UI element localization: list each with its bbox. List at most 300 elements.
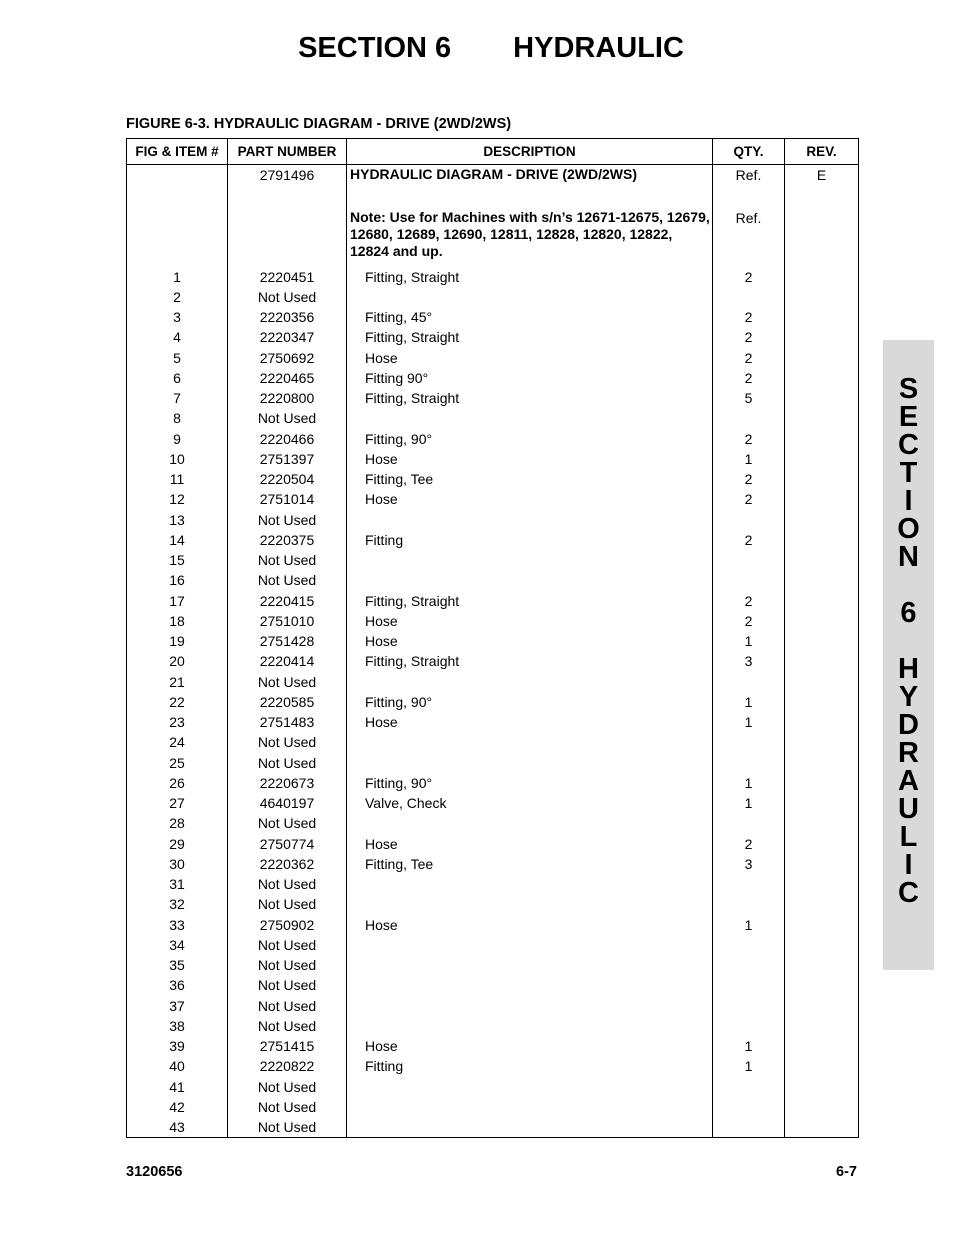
cell-part: 2220465 xyxy=(228,368,347,388)
cell-qty: Ref. xyxy=(713,165,785,188)
cell-qty xyxy=(713,975,785,995)
side-tab-letter: U xyxy=(898,793,919,825)
table-row xyxy=(127,712,859,732)
cell-rev xyxy=(785,469,859,489)
cell-fig: 2 xyxy=(127,287,228,307)
cell-qty: 1 xyxy=(713,773,785,793)
cell-rev xyxy=(785,753,859,773)
cell-qty xyxy=(713,753,785,773)
table-row xyxy=(127,267,859,287)
table-row xyxy=(127,1097,859,1117)
cell-fig: 35 xyxy=(127,955,228,975)
cell-fig: 7 xyxy=(127,388,228,408)
cell-desc xyxy=(347,894,713,914)
cell-qty: 2 xyxy=(713,530,785,550)
cell-part: Not Used xyxy=(228,672,347,692)
cell-qty: 5 xyxy=(713,388,785,408)
cell-fig: 39 xyxy=(127,1036,228,1056)
cell-part: 2220356 xyxy=(228,307,347,327)
cell-fig: 13 xyxy=(127,510,228,530)
cell-fig: 26 xyxy=(127,773,228,793)
cell-rev xyxy=(785,208,859,267)
cell-desc xyxy=(347,408,713,428)
cell-rev xyxy=(785,1077,859,1097)
side-tab-letter: O xyxy=(897,513,920,545)
table-row xyxy=(127,672,859,692)
cell-desc xyxy=(347,672,713,692)
table-row xyxy=(127,692,859,712)
cell-rev xyxy=(785,732,859,752)
cell-qty: 1 xyxy=(713,692,785,712)
cell-desc: Fitting, Straight xyxy=(347,267,713,287)
cell-fig: 1 xyxy=(127,267,228,287)
cell-fig xyxy=(127,208,228,267)
cell-desc: Hose xyxy=(347,489,713,509)
cell-part: Not Used xyxy=(228,732,347,752)
side-tab-letter: D xyxy=(898,709,919,741)
side-tab-letter: C xyxy=(898,877,919,909)
cell-desc: Hose xyxy=(347,631,713,651)
cell-part: 2220375 xyxy=(228,530,347,550)
side-tab-letter: Y xyxy=(898,681,919,713)
cell-fig: 29 xyxy=(127,834,228,854)
cell-qty xyxy=(713,510,785,530)
cell-part: Not Used xyxy=(228,510,347,530)
cell-desc xyxy=(347,287,713,307)
cell-part: Not Used xyxy=(228,570,347,590)
cell-rev xyxy=(785,510,859,530)
parts-table xyxy=(126,138,859,1138)
cell-part: 2220504 xyxy=(228,469,347,489)
cell-desc: Fitting xyxy=(347,1056,713,1076)
table-row xyxy=(127,1117,859,1138)
cell-desc: Hose xyxy=(347,611,713,631)
side-tab-letter: R xyxy=(898,737,919,769)
cell-rev xyxy=(785,429,859,449)
cell-desc xyxy=(347,753,713,773)
cell-fig: 30 xyxy=(127,854,228,874)
cell-part: 2220585 xyxy=(228,692,347,712)
cell-part: Not Used xyxy=(228,408,347,428)
cell-qty: 2 xyxy=(713,267,785,287)
cell-fig: 5 xyxy=(127,348,228,368)
cell-part: Not Used xyxy=(228,894,347,914)
cell-rev xyxy=(785,1016,859,1036)
cell-fig: 18 xyxy=(127,611,228,631)
cell-qty xyxy=(713,1097,785,1117)
cell-part: 2220466 xyxy=(228,429,347,449)
note-row xyxy=(127,208,859,267)
cell-qty: 1 xyxy=(713,631,785,651)
cell-desc xyxy=(347,732,713,752)
cell-part: Not Used xyxy=(228,813,347,833)
cell-fig: 12 xyxy=(127,489,228,509)
cell-rev xyxy=(785,894,859,914)
cell-desc: Fitting 90° xyxy=(347,368,713,388)
cell-fig: 11 xyxy=(127,469,228,489)
cell-part: 2220673 xyxy=(228,773,347,793)
cell-desc xyxy=(347,955,713,975)
table-row xyxy=(127,753,859,773)
cell-part: 4640197 xyxy=(228,793,347,813)
cell-rev xyxy=(785,712,859,732)
header-description: DESCRIPTION xyxy=(347,139,713,165)
cell-fig: 34 xyxy=(127,935,228,955)
table-row xyxy=(127,1077,859,1097)
cell-rev xyxy=(785,611,859,631)
cell-part: Not Used xyxy=(228,287,347,307)
cell-rev xyxy=(785,996,859,1016)
cell-desc xyxy=(347,874,713,894)
cell-part: 2220451 xyxy=(228,267,347,287)
cell-desc: Hose xyxy=(347,348,713,368)
cell-rev xyxy=(785,570,859,590)
table-row xyxy=(127,1036,859,1056)
cell-qty xyxy=(713,570,785,590)
table-row xyxy=(127,368,859,388)
side-tab-letter: L xyxy=(899,821,918,853)
table-row xyxy=(127,793,859,813)
cell-qty xyxy=(713,996,785,1016)
table-row xyxy=(127,510,859,530)
cell-rev xyxy=(785,1056,859,1076)
side-tab-letter: C xyxy=(898,429,919,461)
cell-fig: 4 xyxy=(127,327,228,347)
cell-qty: 1 xyxy=(713,712,785,732)
cell-fig: 21 xyxy=(127,672,228,692)
cell-part: 2220415 xyxy=(228,591,347,611)
cell-rev xyxy=(785,327,859,347)
header-qty: QTY. xyxy=(713,139,785,165)
table-row xyxy=(127,915,859,935)
cell-desc xyxy=(347,1016,713,1036)
cell-qty xyxy=(713,955,785,975)
cell-part: 2751397 xyxy=(228,449,347,469)
cell-rev xyxy=(785,672,859,692)
side-tab-letter: T xyxy=(899,457,918,489)
table-row xyxy=(127,469,859,489)
side-tab-letter: A xyxy=(898,765,919,797)
cell-desc: Hose xyxy=(347,1036,713,1056)
cell-part: 2751014 xyxy=(228,489,347,509)
table-row xyxy=(127,570,859,590)
cell-part: 2751010 xyxy=(228,611,347,631)
cell-part: Not Used xyxy=(228,550,347,570)
table-row xyxy=(127,449,859,469)
cell-fig xyxy=(127,165,228,188)
cell-fig: 15 xyxy=(127,550,228,570)
cell-part: 2220362 xyxy=(228,854,347,874)
cell-fig: 16 xyxy=(127,570,228,590)
cell-desc: Hose xyxy=(347,712,713,732)
cell-rev xyxy=(785,955,859,975)
cell-note: Note: Use for Machines with s/n’s 12671-12675, 12679, 12680, 12689, 12690, 12811, 12828, 12820, 12822, 12824 and up. xyxy=(347,208,713,267)
cell-desc xyxy=(347,550,713,570)
cell-desc: Fitting, Tee xyxy=(347,854,713,874)
cell-part: 2750692 xyxy=(228,348,347,368)
cell-rev xyxy=(785,449,859,469)
section-name: HYDRAULIC xyxy=(513,32,684,64)
cell-part: Not Used xyxy=(228,975,347,995)
cell-qty xyxy=(713,935,785,955)
cell-fig: 22 xyxy=(127,692,228,712)
side-tab-letter: N xyxy=(898,541,919,573)
cell-fig: 42 xyxy=(127,1097,228,1117)
cell-part: 2750774 xyxy=(228,834,347,854)
cell-desc: Fitting, 90° xyxy=(347,692,713,712)
cell-fig: 27 xyxy=(127,793,228,813)
table-row xyxy=(127,287,859,307)
cell-qty xyxy=(713,732,785,752)
table-row xyxy=(127,854,859,874)
cell-qty xyxy=(713,672,785,692)
side-tab-letter: E xyxy=(898,401,919,433)
table-row xyxy=(127,1056,859,1076)
cell-qty: 2 xyxy=(713,489,785,509)
table-row xyxy=(127,894,859,914)
cell-desc: Fitting, 90° xyxy=(347,773,713,793)
cell-fig: 8 xyxy=(127,408,228,428)
cell-part: Not Used xyxy=(228,1016,347,1036)
cell-qty: 1 xyxy=(713,793,785,813)
cell-fig: 23 xyxy=(127,712,228,732)
cell-qty xyxy=(713,813,785,833)
cell-rev xyxy=(785,651,859,671)
cell-rev xyxy=(785,1097,859,1117)
cell-desc: Hose xyxy=(347,834,713,854)
cell-part: 2220800 xyxy=(228,388,347,408)
cell-fig: 17 xyxy=(127,591,228,611)
cell-desc: Fitting, Straight xyxy=(347,591,713,611)
cell-desc: Fitting, Tee xyxy=(347,469,713,489)
table-row xyxy=(127,611,859,631)
cell-rev xyxy=(785,530,859,550)
table-row xyxy=(127,975,859,995)
cell-desc xyxy=(347,570,713,590)
cell-desc: Fitting, 45° xyxy=(347,307,713,327)
table-row xyxy=(127,429,859,449)
cell-part: Not Used xyxy=(228,1097,347,1117)
cell-part: 2220414 xyxy=(228,651,347,671)
cell-desc: Hose xyxy=(347,449,713,469)
cell-rev xyxy=(785,388,859,408)
cell-desc xyxy=(347,1077,713,1097)
cell-rev xyxy=(785,591,859,611)
cell-qty: 3 xyxy=(713,651,785,671)
header-fig-item: FIG & ITEM # xyxy=(127,139,228,165)
cell-rev xyxy=(785,307,859,327)
cell-part: 2791496 xyxy=(228,165,347,188)
cell-rev xyxy=(785,348,859,368)
side-tab-letter: I xyxy=(904,485,913,517)
cell-part: Not Used xyxy=(228,955,347,975)
table-row xyxy=(127,1016,859,1036)
cell-desc xyxy=(347,510,713,530)
cell-part: Not Used xyxy=(228,1077,347,1097)
side-tab-letter: 6 xyxy=(900,597,917,629)
table-row xyxy=(127,813,859,833)
cell-fig: 36 xyxy=(127,975,228,995)
cell-rev xyxy=(785,1117,859,1138)
cell-qty: 3 xyxy=(713,854,785,874)
cell-rev xyxy=(785,834,859,854)
cell-fig: 31 xyxy=(127,874,228,894)
cell-rev xyxy=(785,692,859,712)
cell-rev xyxy=(785,793,859,813)
cell-qty xyxy=(713,550,785,570)
cell-qty: 2 xyxy=(713,429,785,449)
section-heading xyxy=(0,32,954,65)
table-row xyxy=(127,388,859,408)
cell-desc xyxy=(347,975,713,995)
table-header-row xyxy=(127,139,859,165)
cell-qty: 2 xyxy=(713,368,785,388)
cell-qty xyxy=(713,287,785,307)
document-number: 3120656 xyxy=(126,1164,183,1180)
table-row xyxy=(127,874,859,894)
cell-qty: 1 xyxy=(713,449,785,469)
cell-part: 2751415 xyxy=(228,1036,347,1056)
spacer-row xyxy=(127,187,859,207)
cell-desc xyxy=(347,813,713,833)
cell-qty xyxy=(713,1077,785,1097)
table-row xyxy=(127,348,859,368)
cell-qty: 2 xyxy=(713,591,785,611)
table-row xyxy=(127,732,859,752)
cell-desc: Hose xyxy=(347,915,713,935)
table-row xyxy=(127,530,859,550)
cell-fig: 3 xyxy=(127,307,228,327)
cell-rev xyxy=(785,631,859,651)
cell-rev: E xyxy=(785,165,859,188)
cell-fig: 20 xyxy=(127,651,228,671)
cell-rev xyxy=(785,408,859,428)
cell-desc: Valve, Check xyxy=(347,793,713,813)
cell-fig: 10 xyxy=(127,449,228,469)
cell-qty: 2 xyxy=(713,348,785,368)
cell-fig: 6 xyxy=(127,368,228,388)
cell-rev xyxy=(785,550,859,570)
table-row xyxy=(127,935,859,955)
cell-desc: Fitting xyxy=(347,530,713,550)
cell-fig: 9 xyxy=(127,429,228,449)
cell-desc xyxy=(347,1097,713,1117)
table-row xyxy=(127,408,859,428)
cell-desc: Fitting, Straight xyxy=(347,651,713,671)
cell-qty: 2 xyxy=(713,327,785,347)
cell-rev xyxy=(785,489,859,509)
cell-desc: Fitting, Straight xyxy=(347,388,713,408)
cell-qty: 2 xyxy=(713,469,785,489)
cell-qty xyxy=(713,874,785,894)
table-row xyxy=(127,489,859,509)
cell-fig: 43 xyxy=(127,1117,228,1138)
table-row xyxy=(127,651,859,671)
cell-rev xyxy=(785,854,859,874)
page-number: 6-7 xyxy=(836,1164,857,1180)
side-tab-letter: I xyxy=(904,849,913,881)
cell-rev xyxy=(785,1036,859,1056)
cell-qty xyxy=(713,894,785,914)
section-label: SECTION 6 xyxy=(298,32,452,64)
cell-fig: 14 xyxy=(127,530,228,550)
cell-part: 2750902 xyxy=(228,915,347,935)
cell-qty xyxy=(713,1016,785,1036)
section-side-tab xyxy=(883,340,934,970)
side-tab-letter: H xyxy=(898,653,919,685)
cell-rev xyxy=(785,915,859,935)
cell-fig: 33 xyxy=(127,915,228,935)
cell-part: 2220822 xyxy=(228,1056,347,1076)
table-row xyxy=(127,327,859,347)
cell-fig: 41 xyxy=(127,1077,228,1097)
cell-part: 2751428 xyxy=(228,631,347,651)
cell-part: Not Used xyxy=(228,935,347,955)
cell-qty: 1 xyxy=(713,915,785,935)
cell-part: 2751483 xyxy=(228,712,347,732)
cell-fig: 24 xyxy=(127,732,228,752)
table-row xyxy=(127,834,859,854)
cell-part: Not Used xyxy=(228,874,347,894)
header-part-number: PART NUMBER xyxy=(228,139,347,165)
table-row xyxy=(127,955,859,975)
table-row xyxy=(127,307,859,327)
cell-desc: Fitting, Straight xyxy=(347,327,713,347)
cell-part: Not Used xyxy=(228,753,347,773)
cell-rev xyxy=(785,935,859,955)
cell-desc xyxy=(347,935,713,955)
cell-desc: HYDRAULIC DIAGRAM - DRIVE (2WD/2WS) xyxy=(347,165,713,188)
cell-qty: 1 xyxy=(713,1056,785,1076)
table-row xyxy=(127,996,859,1016)
cell-fig: 37 xyxy=(127,996,228,1016)
header-rev: REV. xyxy=(785,139,859,165)
table-row xyxy=(127,550,859,570)
cell-fig: 25 xyxy=(127,753,228,773)
cell-rev xyxy=(785,975,859,995)
cell-rev xyxy=(785,773,859,793)
cell-rev xyxy=(785,287,859,307)
cell-qty xyxy=(713,1117,785,1138)
cell-fig: 28 xyxy=(127,813,228,833)
cell-part xyxy=(228,208,347,267)
cell-qty: 2 xyxy=(713,611,785,631)
cell-qty: 1 xyxy=(713,1036,785,1056)
cell-fig: 38 xyxy=(127,1016,228,1036)
table-row xyxy=(127,591,859,611)
cell-rev xyxy=(785,368,859,388)
assembly-row xyxy=(127,165,859,188)
cell-desc xyxy=(347,996,713,1016)
cell-qty: Ref. xyxy=(713,208,785,267)
cell-qty xyxy=(713,408,785,428)
cell-rev xyxy=(785,813,859,833)
cell-desc: Fitting, 90° xyxy=(347,429,713,449)
figure-title: FIGURE 6-3. HYDRAULIC DIAGRAM - DRIVE (2WD/2WS) xyxy=(126,116,512,132)
cell-fig: 19 xyxy=(127,631,228,651)
cell-fig: 40 xyxy=(127,1056,228,1076)
cell-qty: 2 xyxy=(713,307,785,327)
side-tab-letter: S xyxy=(898,373,919,405)
cell-fig: 32 xyxy=(127,894,228,914)
cell-part: 2220347 xyxy=(228,327,347,347)
cell-rev xyxy=(785,874,859,894)
table-row xyxy=(127,773,859,793)
cell-desc xyxy=(347,1117,713,1138)
cell-part: Not Used xyxy=(228,1117,347,1138)
cell-part: Not Used xyxy=(228,996,347,1016)
cell-rev xyxy=(785,267,859,287)
